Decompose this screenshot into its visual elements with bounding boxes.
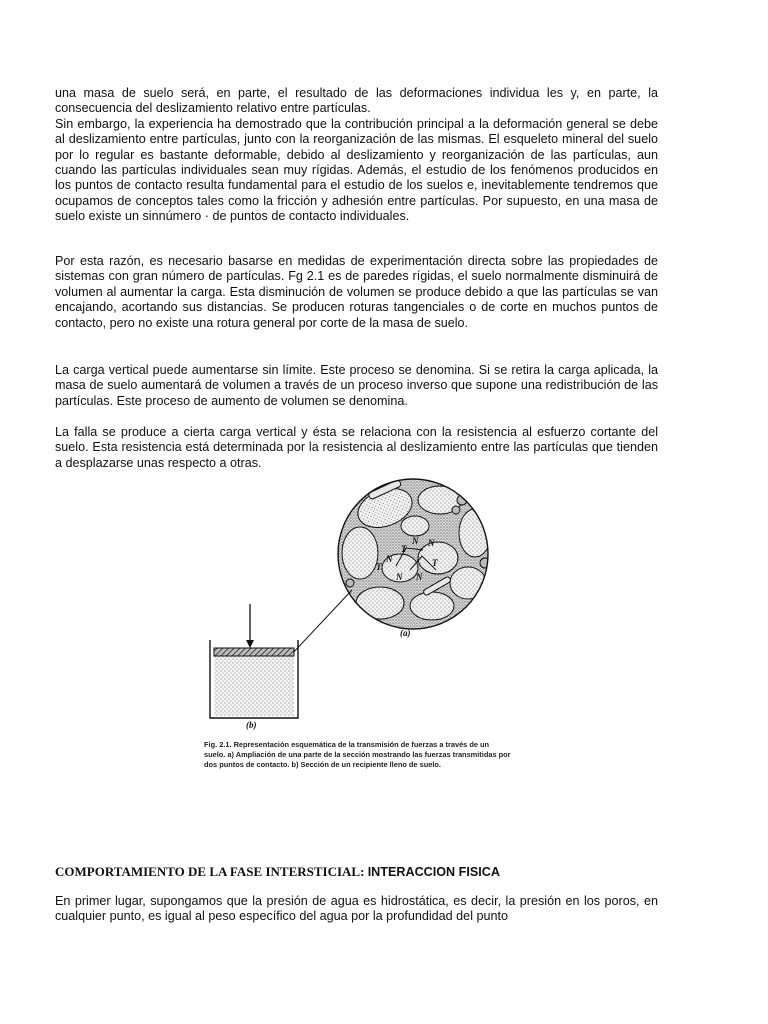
paragraph-2: Por esta razón, es necesario basarse en medidas de experimentación directa sobre las propiedades de sistemas con gran número de partículas. Fg 2.1 es de paredes rígidas, el suelo normalmente disminuirá de volumen al aumentar la carga. Esta disminución de volumen se produce debido a que las partículas se van encajando, acortando sus distancias. Se producen roturas tangenciales o de corte en muchos puntos de contacto, pero no existe una rotura general por corte de la masa de suelo. xyxy=(55,254,658,330)
figure-caption: Fig. 2.1. Representación esquemática de la transmisión de fuerzas a través de un suelo. a) Ampliación de una parte de la sección mostrando las fuerzas transmitidas por dos puntos de contacto. b) Sección de un recipiente lleno de suelo. xyxy=(204,740,511,769)
paragraph-3: La carga vertical puede aumentarse sin límite. Este proceso se denomina. Si se retira la carga aplicada, la masa de suelo aumentará de volumen a través de un proceso inverso que supone una redistribución de las partículas. Este proceso de aumento de volumen se denomina. xyxy=(55,363,658,408)
paragraph-1: una masa de suelo será, en parte, el resultado de las deformaciones individua les y, en parte, la consecuencia del deslizamiento relativo entre partículas. Sin embargo, la experiencia ha demostrado que la contribución principal a la deformación general se debe al deslizamiento entre partículas, junto con la reorganización de las mismas. El esqueleto mineral del suelo por lo regular es bastante deformable, debido al deslizamiento y reorganización de las partículas, aun cuando las partículas individuales sean muy rígidas. Además, el estudio de los fenómenos producidos en los puntos de contacto resulta fundamental para el estudio de los suelos e, inevitablemente tendremos que ocupamos de conceptos tales como la fricción y adhesión entre partículas. Por supuesto, en una masa de suelo existe un sinnúmero · de puntos de contacto individuales. xyxy=(55,86,658,224)
force-label: N xyxy=(416,572,423,582)
label-b: (b) xyxy=(246,720,257,730)
force-label: N xyxy=(428,538,435,548)
figure-2-1-drawing xyxy=(200,478,520,740)
closing-paragraph: En primer lugar, supongamos que la presión de agua es hidrostática, es decir, la presión en los poros, en cualquier punto, es igual al peso específico del agua por la profundidad del punto xyxy=(55,894,658,924)
label-a: (a) xyxy=(400,628,411,638)
section-heading xyxy=(55,864,705,880)
soil-container xyxy=(210,604,298,718)
heading-part-2: INTERACCION FISICA xyxy=(367,865,500,879)
force-label: T xyxy=(401,544,407,554)
figure-2-1 xyxy=(200,478,520,800)
magnified-section xyxy=(338,479,491,629)
paragraph-4: La falla se produce a cierta carga vertical y ésta se relaciona con la resistencia al esfuerzo cortante del suelo. Esta resistencia está determinada por la resistencia al deslizamiento entre las partículas que tienden a desplazarse unas respecto a otras. xyxy=(55,425,658,470)
force-label: T xyxy=(432,558,438,568)
force-label: N xyxy=(412,536,419,546)
heading-part-1: COMPORTAMIENTO DE LA FASE INTERSTICIAL: xyxy=(55,864,368,879)
force-label: N xyxy=(386,554,393,564)
force-label: N xyxy=(396,572,403,582)
force-label: T xyxy=(376,562,382,572)
